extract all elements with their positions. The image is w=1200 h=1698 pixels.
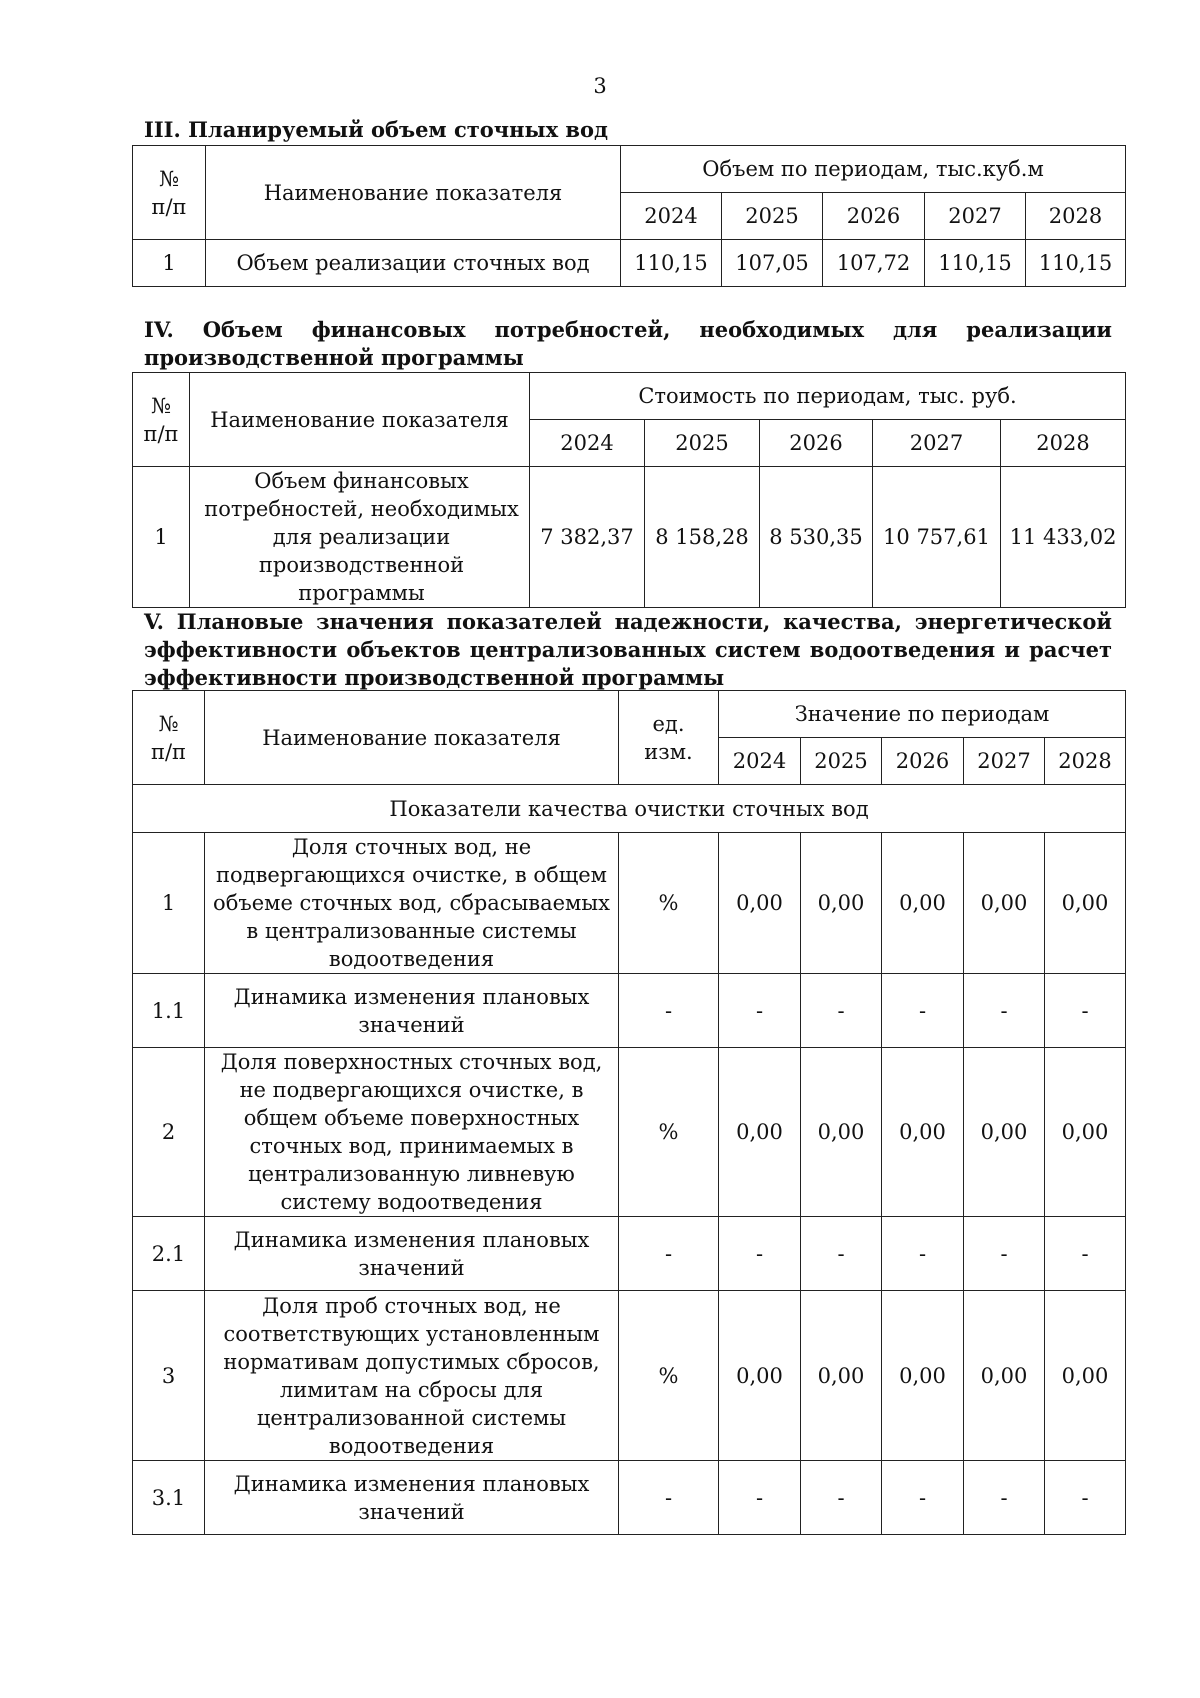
table-header-row	[133, 146, 1126, 193]
unit-cell: %	[619, 1291, 719, 1461]
year-header: 2024	[719, 738, 801, 785]
value-cell: 0,00	[719, 1048, 801, 1217]
value-cell: 110,15	[1026, 240, 1126, 287]
row-number: 2.1	[133, 1217, 205, 1291]
value-cell: -	[964, 1217, 1045, 1291]
period-group-header: Значение по периодам	[719, 691, 1126, 738]
value-cell: 107,05	[722, 240, 823, 287]
name-header: Наименование показателя	[190, 373, 530, 467]
value-cell: 0,00	[882, 833, 964, 974]
year-header: 2024	[530, 420, 645, 467]
unit-cell: -	[619, 1461, 719, 1535]
value-cell: -	[964, 1461, 1045, 1535]
value-cell: 0,00	[964, 1291, 1045, 1461]
value-cell: -	[882, 1461, 964, 1535]
value-cell: 0,00	[964, 1048, 1045, 1217]
table-row	[133, 1291, 1126, 1461]
value-cell: 0,00	[801, 833, 882, 974]
row-number: 3	[133, 1291, 205, 1461]
value-cell: -	[1045, 974, 1126, 1048]
table-row	[133, 467, 1126, 608]
table-row	[133, 1048, 1126, 1217]
subheader-row	[133, 785, 1126, 833]
value-cell: 0,00	[1045, 1291, 1126, 1461]
year-header: 2025	[722, 193, 823, 240]
value-cell: 0,00	[882, 1291, 964, 1461]
section-4-title: IV. Объем финансовых потребностей, необходимых для реализации производственной программы	[144, 317, 1112, 370]
year-header: 2026	[760, 420, 873, 467]
year-header: 2025	[801, 738, 882, 785]
value-cell: -	[964, 974, 1045, 1048]
indicator-name: Доля сточных вод, не подвергающихся очистке, в общем объеме сточных вод, сбрасываемых в централизованные системы водоотведения	[205, 833, 619, 974]
unit-cell: %	[619, 1048, 719, 1217]
num-header: № п/п	[133, 146, 206, 240]
indicator-name: Доля проб сточных вод, не соответствующих установленным нормативам допустимых сбросов, лимитам на сбросы для централизованной системы водоотведения	[205, 1291, 619, 1461]
table-header-row	[133, 373, 1126, 420]
value-cell: 0,00	[801, 1048, 882, 1217]
period-group-header: Объем по периодам, тыс.куб.м	[621, 146, 1126, 193]
value-cell: 0,00	[801, 1291, 882, 1461]
year-header: 2028	[1001, 420, 1126, 467]
value-cell: 7 382,37	[530, 467, 645, 608]
value-cell: -	[719, 1217, 801, 1291]
unit-cell: %	[619, 833, 719, 974]
row-number: 1	[133, 467, 190, 608]
indicator-name: Динамика изменения плановых значений	[205, 974, 619, 1048]
indicator-name: Объем реализации сточных вод	[206, 240, 621, 287]
row-number: 1	[133, 240, 206, 287]
indicator-name: Доля поверхностных сточных вод, не подвергающихся очистке, в общем объеме поверхностных сточных вод, принимаемых в централизованную ливневую систему водоотведения	[205, 1048, 619, 1217]
num-header: № п/п	[133, 373, 190, 467]
value-cell: 0,00	[1045, 1048, 1126, 1217]
indicator-name: Объем финансовых потребностей, необходимых для реализации производственной программы	[190, 467, 530, 608]
year-header: 2026	[823, 193, 925, 240]
value-cell: -	[719, 974, 801, 1048]
value-cell: -	[1045, 1217, 1126, 1291]
value-cell: 110,15	[925, 240, 1026, 287]
year-header: 2027	[925, 193, 1026, 240]
section-3-title: III. Планируемый объем сточных вод	[144, 117, 609, 142]
table-header-row	[133, 691, 1126, 738]
value-cell: -	[801, 974, 882, 1048]
year-header: 2028	[1045, 738, 1126, 785]
section-3-table	[132, 145, 1126, 287]
indicator-name: Динамика изменения плановых значений	[205, 1217, 619, 1291]
value-cell: -	[801, 1461, 882, 1535]
section-4-table	[132, 372, 1126, 608]
value-cell: 0,00	[882, 1048, 964, 1217]
table-row	[133, 1217, 1126, 1291]
row-number: 1	[133, 833, 205, 974]
value-cell: 10 757,61	[873, 467, 1001, 608]
unit-header: ед. изм.	[619, 691, 719, 785]
section-5-table	[132, 690, 1126, 1535]
table-row	[133, 833, 1126, 974]
year-header: 2028	[1026, 193, 1126, 240]
value-cell: 0,00	[719, 833, 801, 974]
value-cell: -	[882, 974, 964, 1048]
value-cell: -	[801, 1217, 882, 1291]
year-header: 2024	[621, 193, 722, 240]
value-cell: 8 158,28	[645, 467, 760, 608]
page-number: 3	[593, 74, 607, 98]
num-header: № п/п	[133, 691, 205, 785]
year-header: 2026	[882, 738, 964, 785]
table-row	[133, 1461, 1126, 1535]
year-header: 2027	[873, 420, 1001, 467]
subheader-cell: Показатели качества очистки сточных вод	[133, 785, 1126, 833]
row-number: 1.1	[133, 974, 205, 1048]
value-cell: 8 530,35	[760, 467, 873, 608]
row-number: 2	[133, 1048, 205, 1217]
name-header: Наименование показателя	[206, 146, 621, 240]
section-5-title: V. Плановые значения показателей надежности, качества, энергетической эффективности объектов централизованных систем водоотведения и расчет эффективности производственной программы	[144, 609, 1112, 690]
row-number: 3.1	[133, 1461, 205, 1535]
year-header: 2027	[964, 738, 1045, 785]
unit-cell: -	[619, 1217, 719, 1291]
value-cell: 0,00	[964, 833, 1045, 974]
value-cell: 0,00	[1045, 833, 1126, 974]
value-cell: -	[882, 1217, 964, 1291]
table-row	[133, 974, 1126, 1048]
value-cell: 11 433,02	[1001, 467, 1126, 608]
year-header: 2025	[645, 420, 760, 467]
indicator-name: Динамика изменения плановых значений	[205, 1461, 619, 1535]
period-group-header: Стоимость по периодам, тыс. руб.	[530, 373, 1126, 420]
value-cell: 107,72	[823, 240, 925, 287]
table-row	[133, 240, 1126, 287]
unit-cell: -	[619, 974, 719, 1048]
value-cell: -	[1045, 1461, 1126, 1535]
value-cell: -	[719, 1461, 801, 1535]
value-cell: 110,15	[621, 240, 722, 287]
name-header: Наименование показателя	[205, 691, 619, 785]
value-cell: 0,00	[719, 1291, 801, 1461]
